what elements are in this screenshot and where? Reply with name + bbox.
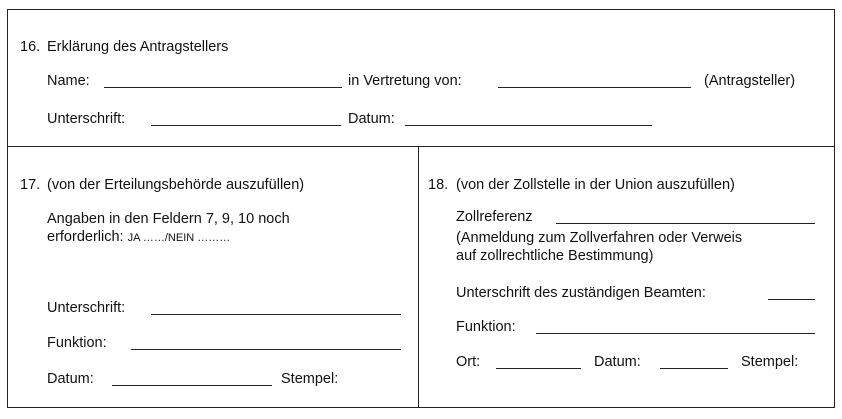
customs-ref-label: Zollreferenz [456,209,533,225]
required-label: erforderlich: [47,229,124,245]
box17-title: (von der Erteilungsbehörde auszufüllen) [47,177,305,193]
on-behalf-label: in Vertretung von: [348,73,462,89]
place-field[interactable] [496,368,581,369]
box17-function-label: Funktion: [47,335,107,351]
box18-function-field[interactable] [536,333,815,334]
box17-signature-label: Unterschrift: [47,300,126,316]
box18-function-label: Funktion: [456,319,516,335]
name-field[interactable] [104,87,342,88]
on-behalf-field[interactable] [498,87,691,88]
customs-ref-field[interactable] [556,223,815,224]
box17-stamp-label: Stempel: [281,371,339,387]
box18-number: 18. [428,177,449,193]
yes-no-field[interactable]: JA ……/NEIN ……… [127,232,231,244]
place-label: Ort: [456,354,481,370]
official-signature-field[interactable] [768,299,815,300]
date-label: Datum: [348,111,395,127]
box18-stamp-label: Stempel: [741,354,799,370]
signature-label: Unterschrift: [47,111,126,127]
box17-number: 17. [20,177,41,193]
box18-date-field[interactable] [660,368,728,369]
box18-title: (von der Zollstelle in der Union auszufüllen) [456,177,735,193]
box16-number: 16. [20,39,41,55]
official-signature-label: Unterschrift des zuständigen Beamten: [456,285,706,301]
box17-signature-field[interactable] [151,314,401,315]
form-frame [7,9,835,408]
date-field[interactable] [405,125,652,126]
box18-date-label: Datum: [594,354,641,370]
box17-date-label: Datum: [47,371,94,387]
box17-date-field[interactable] [112,385,272,386]
horizontal-divider [8,146,834,147]
vertical-divider [418,146,419,407]
applicant-label: (Antragsteller) [704,73,796,89]
customs-ref-note-line2: auf zollrechtliche Bestimmung) [456,248,654,264]
box17-function-field[interactable] [131,349,401,350]
box16-title: Erklärung des Antragstellers [47,39,229,55]
name-label: Name: [47,73,90,89]
customs-ref-note-line1: (Anmeldung zum Zollverfahren oder Verweis [456,230,743,246]
box17-info-line2 [47,228,230,247]
box17-info-line1: Angaben in den Feldern 7, 9, 10 noch [47,211,290,227]
signature-field[interactable] [151,125,341,126]
